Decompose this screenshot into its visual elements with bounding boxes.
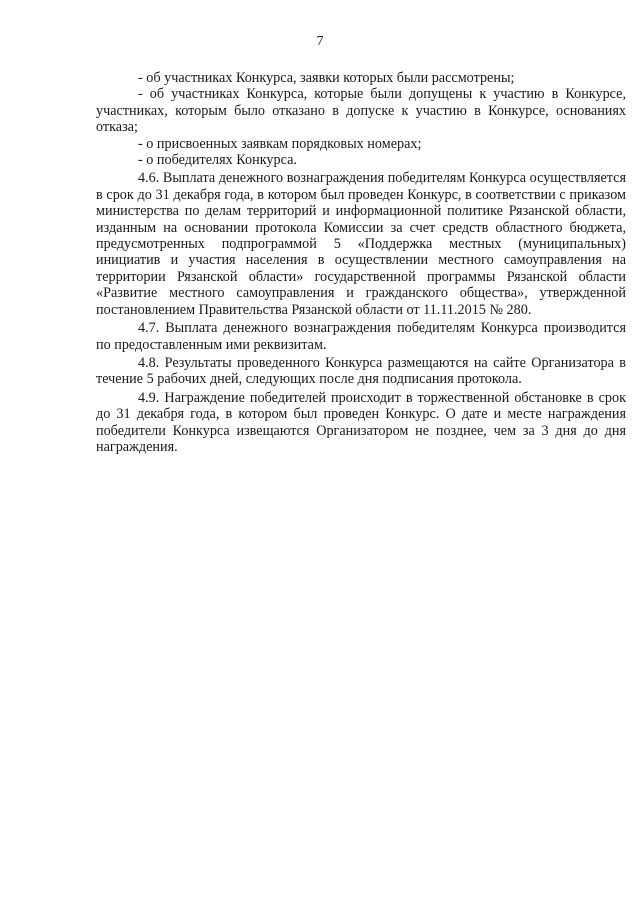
document-body: [96, 70, 626, 455]
clause-4-6: 4.6. Выплата денежного вознаграждения победителям Конкурса осуществляется в срок до 31 декабря года, в котором был проведен Конкурс, в соответствии с приказом министерства по делам территорий и информационной политике Рязанской области, изданным на основании протокола Комиссии за счет средств областного бюджета, предусмотренных подпрограммой 5 «Поддержка местных (муниципальных) инициатив и участия населения в осуществлении местного самоуправления на территории Рязанской области» государственной программы Рязанской области «Развитие местного самоуправления и гражданского общества», утвержденной постановлением Правительства Рязанской области от 11.11.2015 № 280.: [96, 170, 626, 318]
clause-4-8: 4.8. Результаты проведенного Конкурса размещаются на сайте Организатора в течение 5 рабочих дней, следующих после дня подписания протокола.: [96, 354, 626, 388]
clause-4-7: 4.7. Выплата денежного вознаграждения победителям Конкурса производится по предоставленным ими реквизитам.: [96, 320, 626, 353]
list-item-reviewed-participants: - об участниках Конкурса, заявки которых были рассмотрены;: [138, 70, 515, 86]
list-item-winners: - о победителях Конкурса.: [138, 152, 297, 169]
clause-4-9: 4.9. Награждение победителей происходит в торжественной обстановке в срок до 31 декабря года, в котором был проведен Конкурс. О дате и месте награждения победители Конкурса извещаются Организатором не позднее, чем за 3 дня до дня награждения.: [96, 389, 626, 455]
list-item-admitted-participants: - об участниках Конкурса, которые были допущены к участию в Конкурсе, участниках, которым было отказано в допуске к участию в Конкурсе, основаниях отказа;: [96, 86, 626, 136]
page-number: 7: [316, 34, 324, 49]
list-item-assigned-numbers: - о присвоенных заявкам порядковых номерах;: [138, 135, 422, 152]
